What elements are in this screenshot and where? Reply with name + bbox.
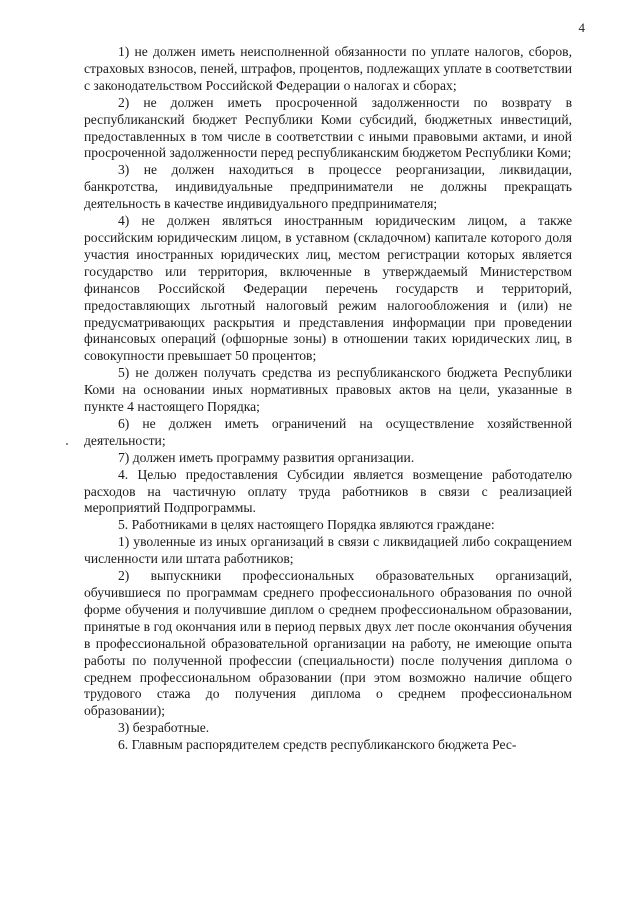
paragraph-req-6: 6) не должен иметь ограничений на осуществление хозяйственной деятельности; bbox=[84, 415, 572, 448]
paragraph-clause-5: 5. Работниками в целях настоящего Порядка являются граждане: bbox=[118, 517, 495, 533]
paragraph-worker-2: 2) выпускники профессиональных образовательных организаций, обучившиеся по программам среднего профессионального образования по очной форме обучения и получившие диплом о среднем профессиональном образовании, принятые в год окончания или в период первых двух лет после окончания обучения в профессиональной образовательной организации на работу, не имеющие опыта работы по полученной профессии (специальности) после получения диплома о среднем профессиональном образовании (при этом возможно наличие общего трудового стажа до получения диплома о среднем профессиональном образовании); bbox=[84, 568, 572, 719]
paragraph-req-1: 1) не должен иметь неисполненной обязанности по уплате налогов, сборов, страховых взносов, пеней, штрафов, процентов, подлежащих уплате в соответствии с законодательством Российской Федерации о налогах и сборах; bbox=[84, 44, 572, 93]
document-body bbox=[84, 44, 572, 754]
paragraph-clause-6: 6. Главным распорядителем средств республиканского бюджета Рес- bbox=[118, 737, 517, 753]
paragraph-req-7: 7) должен иметь программу развития организации. bbox=[118, 449, 415, 465]
paragraph-worker-3: 3) безработные. bbox=[118, 720, 210, 736]
paragraph-worker-1: 1) уволенные из иных организаций в связи с ликвидацией либо сокращением численности или штата работников; bbox=[84, 534, 572, 567]
paragraph-req-4: 4) не должен являться иностранным юридическим лицом, а также российским юридическим лицом, в уставном (складочном) капитале которого доля участия иностранных юридических лиц, местом регистрации которых является государство или территория, включенные в утверждаемый Министерством финансов Российской Федерации перечень государств и территорий, предоставляющих льготный налоговый режим налогообложения и (или) не предусматривающих раскрытия и представления информации при проведении финансовых операций (офшорные зоны) в отношении таких юридических лиц, в совокупности превышает 50 процентов; bbox=[84, 213, 572, 364]
paragraph-req-3: 3) не должен находиться в процессе реорганизации, ликвидации, банкротства, индивидуальные предприниматели не должны прекращать деятельность в качестве индивидуального предпринимателя; bbox=[84, 162, 572, 212]
paragraph-clause-4: 4. Целью предоставления Субсидии является возмещение работодателю расходов на частичную оплату труда работников в связи с реализацией мероприятий Подпрограммы. bbox=[84, 466, 572, 516]
paragraph-req-5: 5) не должен получать средства из республиканского бюджета Республики Коми на основании иных нормативных правовых актов на цели, указанные в пункте 4 настоящего Порядка; bbox=[84, 365, 572, 415]
scan-speck bbox=[66, 443, 68, 445]
paragraph-req-2: 2) не должен иметь просроченной задолженности по возврату в республиканский бюджет Республики Коми субсидий, бюджетных инвестиций, предоставленных в том числе в соответствии с иными правовыми актами, и иной просроченной задолженности перед республиканским бюджетом Республики Коми; bbox=[84, 94, 572, 161]
page-number: 4 bbox=[578, 20, 585, 35]
